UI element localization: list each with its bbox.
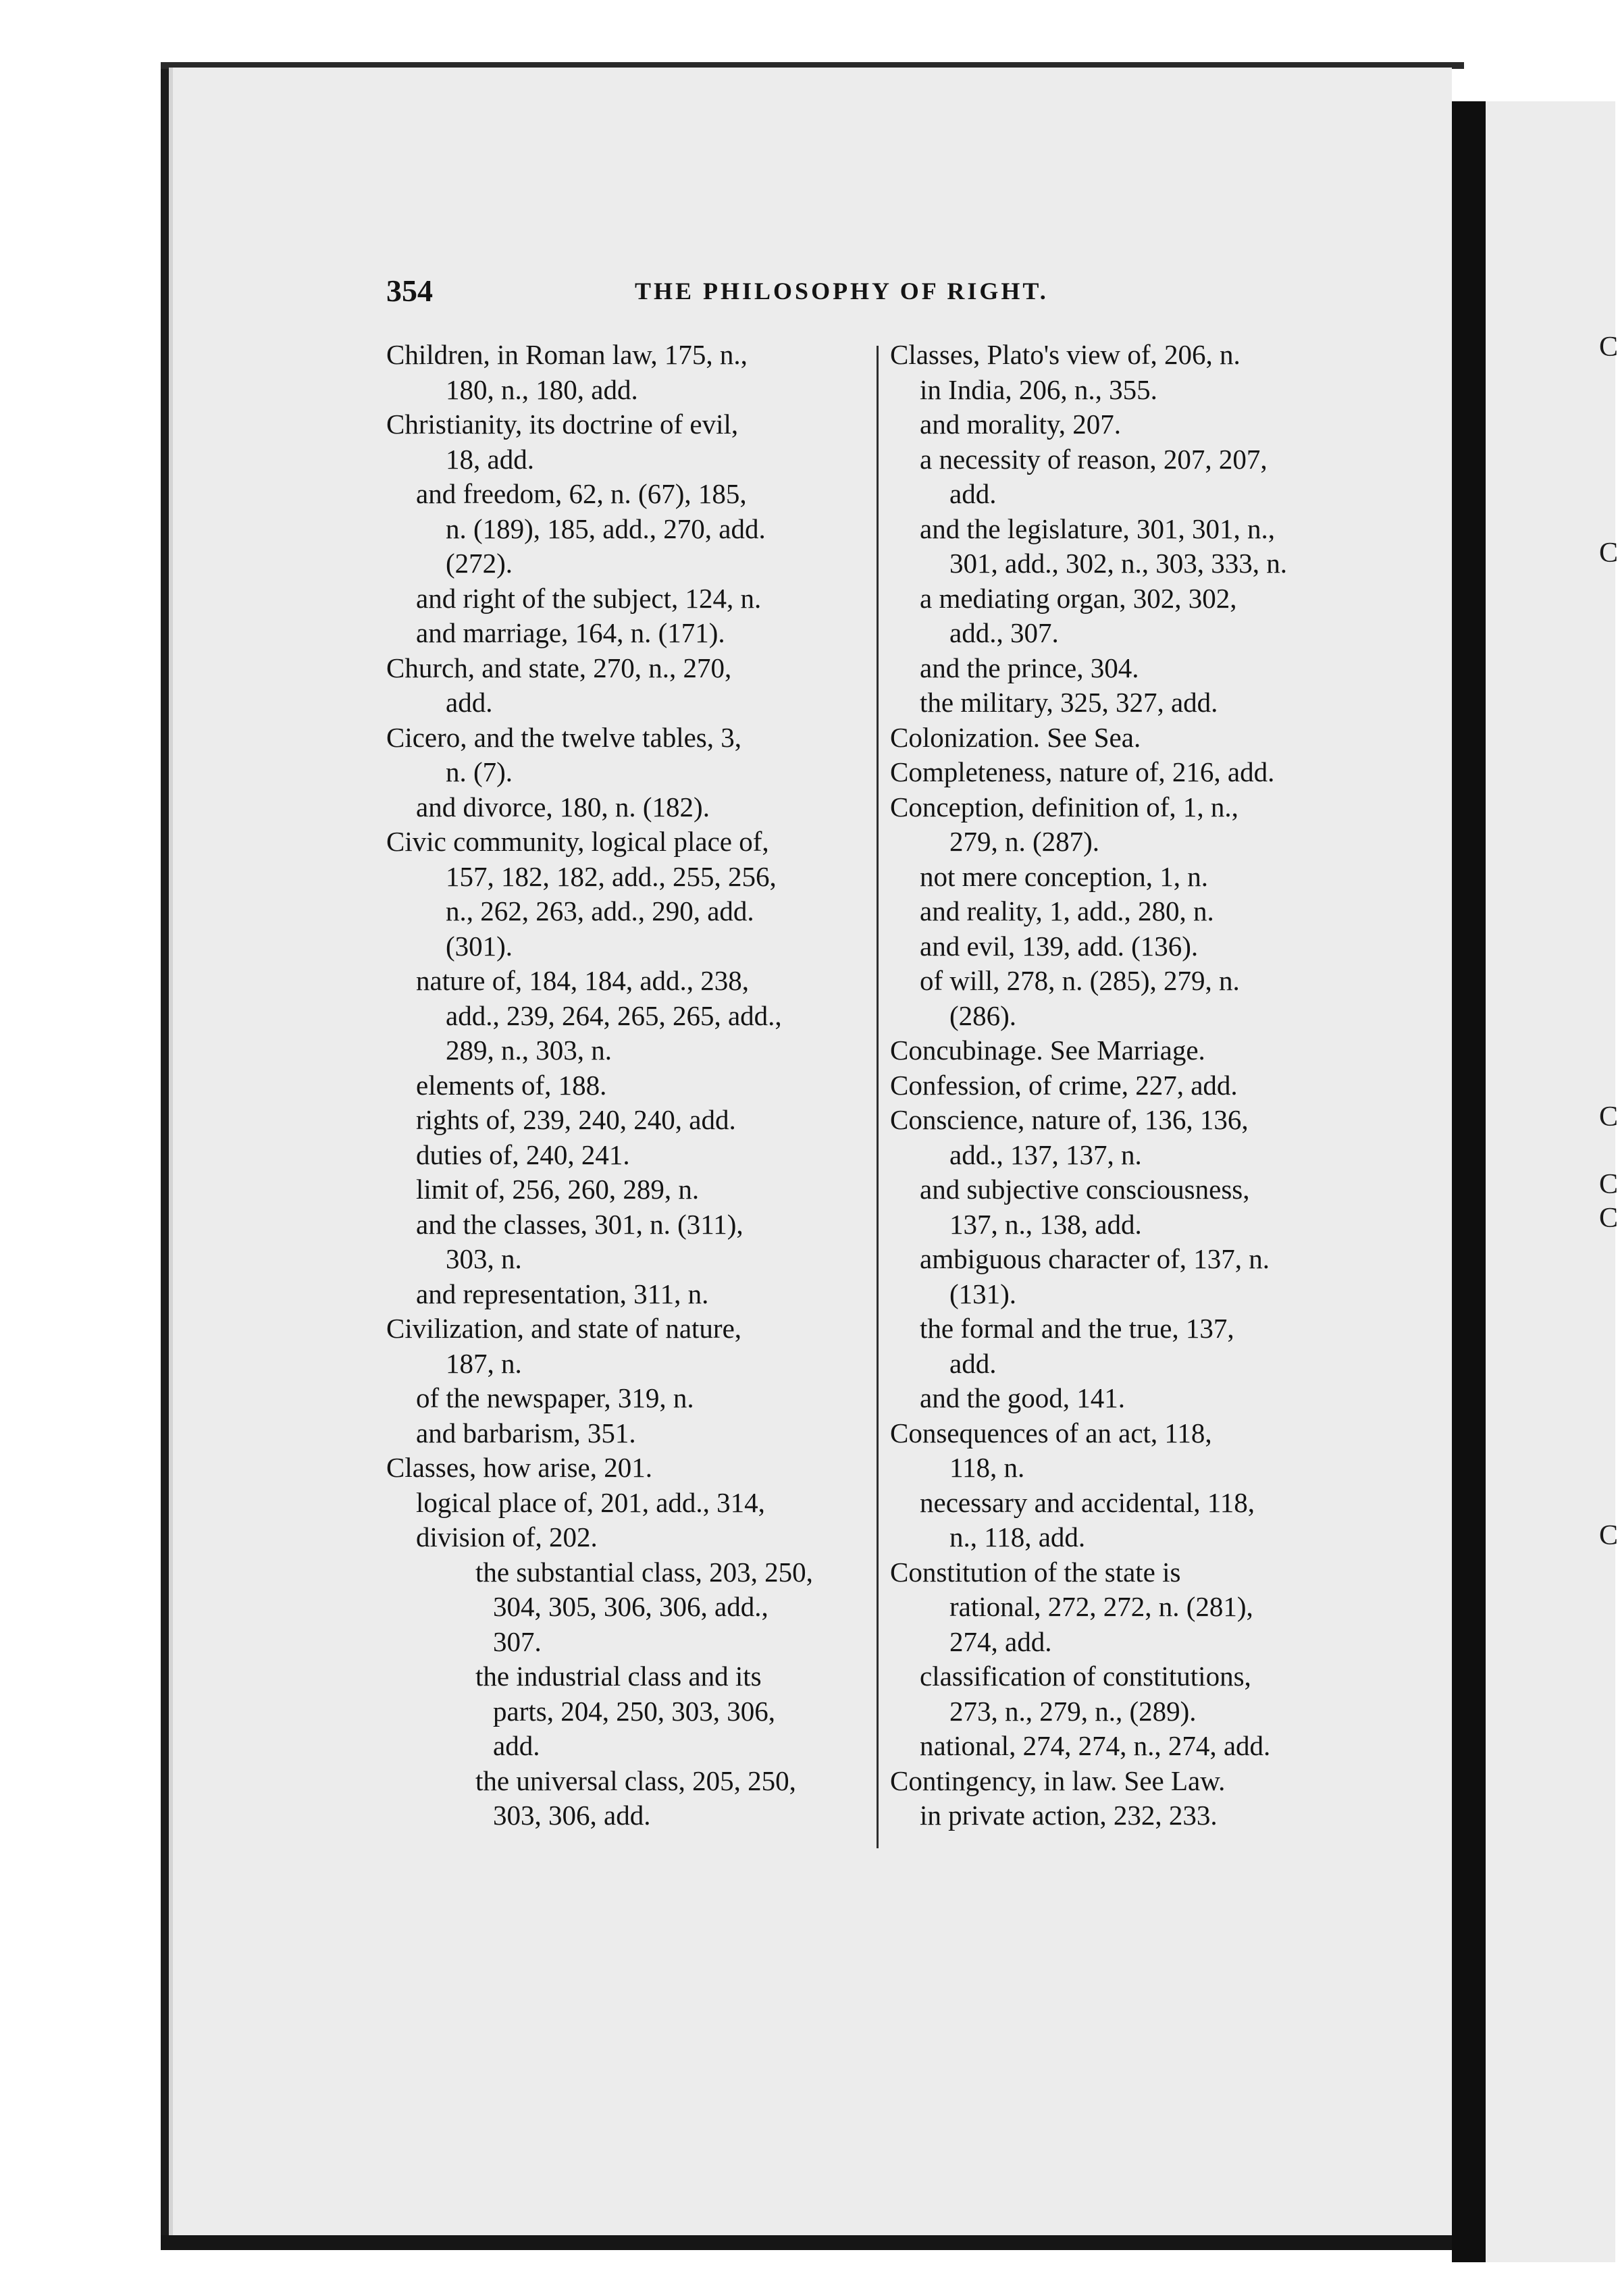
index-entry: n. (7). <box>446 756 513 787</box>
index-entry: Confession, of crime, 227, add. <box>890 1069 1238 1101</box>
index-entry: 307. <box>493 1625 542 1657</box>
index-entry: 301, add., 302, n., 303, 333, n. <box>949 548 1287 579</box>
index-entry: Colonization. See Sea. <box>890 721 1141 753</box>
index-column-right <box>890 338 1353 1833</box>
index-entry: add. <box>949 1347 997 1379</box>
index-entry: and right of the subject, 124, n. <box>416 582 762 614</box>
index-entry: and divorce, 180, n. (182). <box>416 791 710 823</box>
index-entry: Civic community, logical place of, <box>386 826 769 857</box>
index-entry: parts, 204, 250, 303, 306, <box>493 1695 775 1727</box>
book-gutter <box>1452 101 1486 2262</box>
index-entry: and marriage, 164, n. (171). <box>416 617 725 648</box>
index-entry: and representation, 311, n. <box>416 1278 709 1309</box>
index-entry: and reality, 1, add., 280, n. <box>920 895 1214 927</box>
index-entry: in private action, 232, 233. <box>920 1800 1218 1831</box>
index-entry: the substantial class, 203, 250, <box>475 1556 813 1588</box>
index-entry: the universal class, 205, 250, <box>475 1765 796 1796</box>
index-entry: 303, 306, add. <box>493 1800 651 1831</box>
index-entry: limit of, 256, 260, 289, n. <box>416 1174 700 1205</box>
index-entry: and morality, 207. <box>920 409 1121 440</box>
index-entry: Constitution of the state is <box>890 1556 1181 1588</box>
index-entry: 273, n., 279, n., (289). <box>949 1695 1197 1727</box>
index-entry: add., 137, 137, n. <box>949 1139 1142 1170</box>
index-entry: Children, in Roman law, 175, n., <box>386 339 748 370</box>
index-entry: rational, 272, 272, n. (281), <box>949 1591 1253 1622</box>
index-entry: 137, n., 138, add. <box>949 1208 1142 1240</box>
index-entry: logical place of, 201, add., 314, <box>416 1486 765 1518</box>
index-entry: 304, 305, 306, 306, add., <box>493 1591 768 1622</box>
index-column-left <box>386 338 863 1833</box>
index-entry: Classes, Plato's view of, 206, n. <box>890 339 1241 370</box>
scan-edge-bottom <box>161 2235 1471 2250</box>
column-divider <box>877 346 879 1848</box>
next-page-fragment: C <box>1599 1169 1618 1200</box>
index-entry: Contingency, in law. See Law. <box>890 1765 1226 1796</box>
page-number: 354 <box>386 273 433 308</box>
running-head: THE PHILOSOPHY OF RIGHT. <box>635 278 1049 305</box>
index-entry: Completeness, nature of, 216, add. <box>890 756 1275 787</box>
index-entry: and the classes, 301, n. (311), <box>416 1208 743 1240</box>
next-page-fragment: C <box>1599 1101 1618 1132</box>
index-entry: and freedom, 62, n. (67), 185, <box>416 478 747 509</box>
index-entry: 289, n., 303, n. <box>446 1035 612 1066</box>
next-page-sliver <box>1486 101 1615 2262</box>
index-entry: and barbarism, 351. <box>416 1417 636 1449</box>
index-entry: Christianity, its doctrine of evil, <box>386 409 739 440</box>
index-entry: not mere conception, 1, n. <box>920 860 1208 892</box>
index-entry: rights of, 239, 240, 240, add. <box>416 1104 736 1135</box>
index-entry: Church, and state, 270, n., 270, <box>386 652 732 683</box>
index-entry: and the legislature, 301, 301, n., <box>920 513 1276 544</box>
next-page-fragment: C <box>1599 1520 1618 1551</box>
index-entry: of the newspaper, 319, n. <box>416 1382 694 1413</box>
index-entry: 180, n., 180, add. <box>446 373 638 405</box>
index-entry: duties of, 240, 241. <box>416 1139 630 1170</box>
index-entry: n. (189), 185, add., 270, add. <box>446 513 766 544</box>
index-entry: 187, n. <box>446 1347 522 1379</box>
index-entry: of will, 278, n. (285), 279, n. <box>920 965 1240 996</box>
index-entry: add. <box>949 478 997 509</box>
index-entry: division of, 202. <box>416 1521 598 1553</box>
index-entry: and subjective consciousness, <box>920 1174 1250 1205</box>
index-entry: 279, n. (287). <box>949 826 1100 857</box>
index-entry: add. <box>493 1730 540 1761</box>
index-entry: n., 262, 263, add., 290, add. <box>446 895 754 927</box>
next-page-fragment: C <box>1599 332 1618 363</box>
next-page-fragment: C <box>1599 1203 1618 1234</box>
index-entry: a necessity of reason, 207, 207, <box>920 443 1268 475</box>
index-entry: classification of constitutions, <box>920 1661 1251 1692</box>
index-entry: Classes, how arise, 201. <box>386 1452 653 1483</box>
index-entry: and evil, 139, add. (136). <box>920 930 1199 962</box>
index-entry: in India, 206, n., 355. <box>920 373 1157 405</box>
index-entry: Concubinage. See Marriage. <box>890 1035 1205 1066</box>
index-entry: and the good, 141. <box>920 1382 1126 1413</box>
index-entry: add., 307. <box>949 617 1059 648</box>
index-entry: 303, n. <box>446 1243 522 1274</box>
index-entry: (301). <box>446 930 513 962</box>
index-entry: the industrial class and its <box>475 1661 762 1692</box>
index-entry: nature of, 184, 184, add., 238, <box>416 965 750 996</box>
index-entry: (286). <box>949 999 1017 1031</box>
index-entry: Civilization, and state of nature, <box>386 1313 742 1344</box>
index-entry: 274, add. <box>949 1625 1052 1657</box>
index-entry: Conception, definition of, 1, n., <box>890 791 1238 823</box>
index-entry: necessary and accidental, 118, <box>920 1486 1255 1518</box>
index-entry: 118, n. <box>949 1452 1025 1483</box>
index-entry: 18, add. <box>446 443 534 475</box>
index-entry: the military, 325, 327, add. <box>920 687 1218 718</box>
index-entry: and the prince, 304. <box>920 652 1139 683</box>
index-entry: Cicero, and the twelve tables, 3, <box>386 721 741 753</box>
index-entry: add. <box>446 687 493 718</box>
index-entry: national, 274, 274, n., 274, add. <box>920 1730 1271 1761</box>
index-entry: Conscience, nature of, 136, 136, <box>890 1104 1249 1135</box>
index-entry: the formal and the true, 137, <box>920 1313 1234 1344</box>
index-entry: a mediating organ, 302, 302, <box>920 582 1237 614</box>
index-entry: Consequences of an act, 118, <box>890 1417 1212 1449</box>
index-entry: (131). <box>949 1278 1017 1309</box>
index-entry: ambiguous character of, 137, n. <box>920 1243 1270 1274</box>
index-entry: elements of, 188. <box>416 1069 607 1101</box>
index-entry: add., 239, 264, 265, 265, add., <box>446 999 782 1031</box>
index-entry: (272). <box>446 548 513 579</box>
index-entry: 157, 182, 182, add., 255, 256, <box>446 860 777 892</box>
next-page-fragment: C <box>1599 538 1618 569</box>
index-entry: n., 118, add. <box>949 1521 1086 1553</box>
